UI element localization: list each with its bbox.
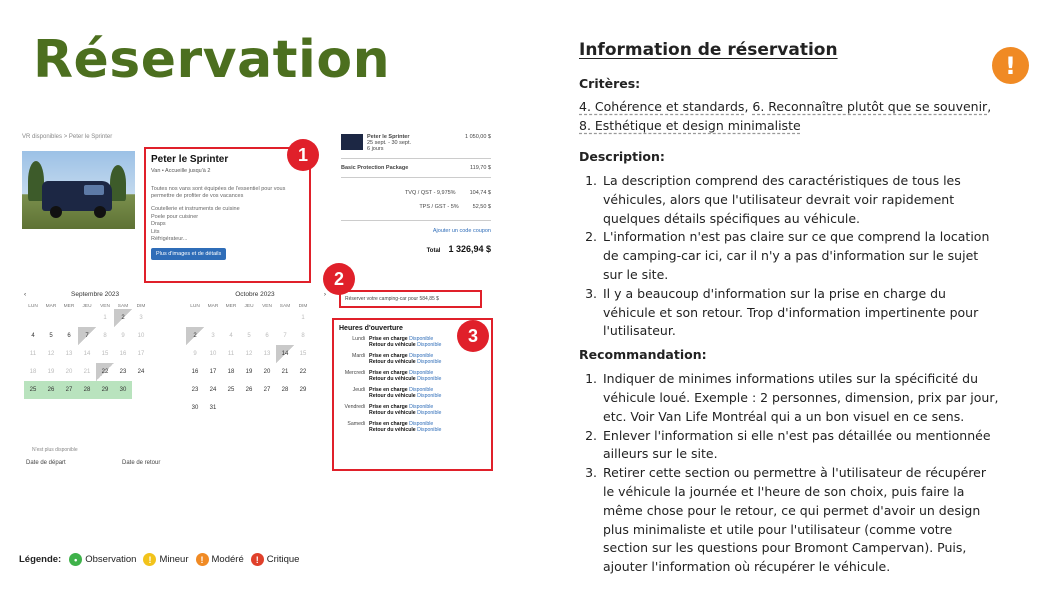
criteria-label: Critères: [579, 76, 641, 91]
return-label: Retour du véhicule [369, 427, 416, 433]
total-amount: 1 326,94 $ [448, 244, 491, 254]
status-text: Disponible [417, 427, 442, 433]
annotation-badge-1: 1 [287, 139, 319, 171]
calendar-day[interactable]: 22 [299, 369, 307, 375]
hours-row [339, 353, 486, 365]
legend-minor: Mineur [159, 554, 189, 565]
legend-observation: Observation [85, 554, 137, 565]
calendar-day[interactable]: 25 [227, 387, 235, 393]
status-text: Disponible [409, 404, 434, 410]
more-details-button[interactable]: Plus d'images et de détails [151, 248, 226, 260]
return-label: Retour du véhicule [369, 359, 416, 365]
calendar-day[interactable]: 6 [265, 333, 269, 339]
calendar-day[interactable]: 12 [47, 351, 55, 357]
summary-price: 1 050,00 $ [465, 134, 491, 140]
calendar-day[interactable]: 5 [49, 333, 53, 339]
calendar-day[interactable]: 18 [29, 369, 37, 375]
weekday-label: LUN [28, 304, 38, 309]
tvq-label: TVQ / QST - 9,975% [404, 190, 456, 196]
calendar-day[interactable]: 6 [67, 333, 71, 339]
criterion[interactable]: 4. Cohérence et standards [579, 99, 745, 114]
calendar-day[interactable]: 2 [114, 309, 132, 327]
day-grid [24, 309, 164, 399]
return-label: Retour du véhicule [369, 376, 416, 382]
status-text: Disponible [417, 376, 442, 382]
feature-item: Lits [151, 228, 160, 235]
calendar-day [60, 309, 78, 327]
calendar-day[interactable]: 11 [29, 351, 37, 357]
van-wheel [94, 206, 106, 218]
calendar-day [258, 309, 276, 327]
recommendation-label: Recommandation: [579, 347, 707, 363]
month-label: Septembre 2023 [71, 291, 120, 298]
return-label: Retour du véhicule [369, 393, 416, 399]
day-label: Samedi [347, 421, 365, 427]
hours-row [339, 404, 486, 416]
critical-icon: ! [251, 553, 264, 566]
status-text: Disponible [417, 359, 442, 365]
calendar-day[interactable]: 26 [42, 381, 60, 399]
calendar-day[interactable]: 7 [78, 327, 96, 345]
observation-icon: • [69, 553, 82, 566]
calendar-day[interactable]: 31 [209, 405, 217, 411]
criterion[interactable]: 8. Esthétique et design minimaliste [579, 118, 801, 133]
day-label: Mardi [352, 353, 365, 359]
status-text: Disponible [409, 421, 434, 427]
screenshot-panel [14, 125, 499, 473]
breadcrumb[interactable]: VR disponibles > Peter le Sprinter [22, 134, 113, 140]
calendar-day[interactable]: 15 [299, 351, 307, 357]
calendar-day [78, 309, 96, 327]
calendar-day[interactable]: 21 [281, 369, 289, 375]
calendar-day[interactable]: 4 [31, 333, 35, 339]
weekday-label: JEU [82, 304, 92, 309]
minor-icon: ! [143, 553, 156, 566]
legend [19, 553, 306, 566]
legend-critical: Critique [266, 554, 300, 565]
recommendation-item: 1. Indiquer de minimes informations utiles sur la spécificité du véhicule loué. Exemple : 2 personnes, dimension, prix par jour, etc. Voir Van Life Montréal qui a un bon visuel en ce sens. [601, 370, 999, 426]
tps-amount: 52,50 $ [472, 204, 491, 210]
calendar-day[interactable]: 24 [209, 387, 217, 393]
info-panel [579, 40, 999, 577]
info-heading: Information de réservation [579, 40, 838, 60]
summary-days: 6 jours [367, 146, 384, 152]
calendar-day[interactable]: 8 [301, 333, 305, 339]
calendar-day[interactable]: 13 [263, 351, 271, 357]
calendar-day[interactable]: 1 [301, 315, 305, 321]
package-price: 119,70 $ [469, 165, 491, 171]
calendar-day[interactable]: 17 [209, 369, 217, 375]
calendar-day [204, 309, 222, 327]
day-label: Lundi [352, 336, 365, 342]
unavailable-note: N'est plus disponible [32, 447, 78, 453]
hours-row [339, 387, 486, 399]
description-list [579, 172, 999, 341]
calendar-day[interactable]: 29 [96, 381, 114, 399]
day-label: Vendredi [344, 404, 365, 410]
calendar-day[interactable]: 1 [103, 315, 107, 321]
weekday-label: DIM [136, 304, 146, 309]
departure-date-field[interactable]: Date de départ [26, 460, 66, 466]
summary-dates: 25 sept. - 30 sept. [367, 140, 412, 146]
calendar-day[interactable]: 14 [83, 351, 91, 357]
calendar-day[interactable]: 20 [65, 369, 73, 375]
calendar-day[interactable]: 25 [24, 381, 42, 399]
recommendation-list [579, 370, 999, 577]
status-text: Disponible [409, 387, 434, 393]
calendar-day[interactable]: 8 [103, 333, 107, 339]
calendar-day[interactable]: 9 [121, 333, 125, 339]
van-window [84, 185, 104, 195]
weekday-label: MER [63, 304, 75, 309]
feature-item: Poele pour cuisiner [151, 213, 199, 220]
calendar-day[interactable]: 18 [227, 369, 235, 375]
hours-row [339, 370, 486, 382]
calendar-day [24, 309, 42, 327]
status-text: Disponible [417, 410, 442, 416]
pickup-label: Prise en charge [369, 387, 408, 393]
calendar-day[interactable]: 19 [245, 369, 253, 375]
calendar-day[interactable]: 5 [247, 333, 251, 339]
tree-shape [110, 165, 126, 201]
calendar-day[interactable]: 29 [299, 387, 307, 393]
calendar-day[interactable]: 7 [283, 333, 287, 339]
pickup-label: Prise en charge [369, 370, 408, 376]
calendar-september [24, 291, 164, 399]
calendar-day[interactable]: 28 [281, 387, 289, 393]
van-thumbnail [341, 134, 363, 150]
criteria-list: 4. Cohérence et standards, 6. Reconnaître plutôt que se souvenir, 8. Esthétique et design minimaliste [579, 99, 992, 133]
van-wheel [50, 206, 62, 218]
next-month-icon[interactable]: › [323, 291, 326, 298]
calendar-day[interactable]: 27 [263, 387, 271, 393]
month-label: Octobre 2023 [235, 291, 275, 298]
annotation-badge-3: 3 [457, 320, 489, 352]
calendar-day [240, 309, 258, 327]
calendar-day[interactable]: 9 [193, 351, 197, 357]
coupon-link[interactable]: Ajouter un code coupon [432, 228, 491, 234]
pickup-label: Prise en charge [369, 421, 408, 427]
calendar-day[interactable]: 30 [114, 381, 132, 399]
weekday-label: VEN [100, 304, 110, 309]
calendar-day[interactable]: 14 [276, 345, 294, 363]
pickup-label: Prise en charge [369, 404, 408, 410]
calendar-day[interactable]: 30 [191, 405, 199, 411]
calendar-day[interactable]: 12 [245, 351, 253, 357]
weekday-label: SAM [279, 304, 291, 309]
weekday-label: MAR [207, 304, 219, 309]
return-label: Retour du véhicule [369, 342, 416, 348]
calendar-day[interactable]: 27 [60, 381, 78, 399]
calendar-day [276, 309, 294, 327]
annotation-badge-2: 2 [323, 263, 355, 295]
calendar-day[interactable]: 11 [227, 351, 235, 357]
feature-list [151, 206, 304, 244]
van-photo[interactable] [22, 151, 135, 229]
return-date-field[interactable]: Date de retour [122, 460, 161, 466]
feature-item: Draps [151, 221, 166, 227]
calendar-day[interactable]: 15 [101, 351, 109, 357]
page-title: Réservation [33, 30, 391, 90]
criterion[interactable]: 6. Reconnaître plutôt que se souvenir [752, 99, 988, 114]
return-label: Retour du véhicule [369, 410, 416, 416]
calendar-day[interactable]: 21 [83, 369, 91, 375]
description-item: 3. Il y a beaucoup d'information sur la prise en charge du véhicule et son retour. Trop d'information impertinente pour l'utilisateur. [601, 285, 999, 341]
weekday-label: SAM [117, 304, 129, 309]
weekday-label: LUN [190, 304, 200, 309]
day-grid [186, 309, 326, 417]
day-label: Jeudi [352, 387, 365, 393]
prev-month-icon[interactable]: ‹ [24, 291, 27, 298]
calendar-day [42, 309, 60, 327]
status-text: Disponible [409, 336, 434, 342]
status-text: Disponible [409, 370, 434, 376]
calendar-day[interactable]: 13 [65, 351, 73, 357]
status-text: Disponible [417, 342, 442, 348]
hours-row [339, 421, 486, 433]
total-label: Total [426, 248, 441, 254]
weekday-label: DIM [298, 304, 308, 309]
description-label: Description: [579, 149, 665, 164]
tps-label: TPS / GST - 5% [419, 204, 459, 210]
feature-item: Coutellerie et instruments de cuisine [151, 206, 240, 212]
calendar-day[interactable]: 3 [139, 315, 143, 321]
calendar-day[interactable]: 17 [137, 351, 145, 357]
booking-summary [341, 130, 491, 254]
legend-moderate: Modéré [211, 554, 244, 565]
feature-item: Réfrigérateur... [151, 236, 188, 242]
calendar-day [186, 309, 204, 327]
calendar-day[interactable]: 10 [209, 351, 217, 357]
calendar-day[interactable]: 20 [263, 369, 271, 375]
calendar-day[interactable]: 19 [47, 369, 55, 375]
hours-title: Heures d'ouverture [339, 325, 403, 332]
calendar-day [222, 309, 240, 327]
calendar-day[interactable]: 22 [96, 363, 114, 381]
recommendation-item: 2. Enlever l'information si elle n'est pas détaillée ou mentionnée ailleurs sur le site. [601, 427, 999, 465]
description-item: 2. L'information n'est pas claire sur ce que comprend la location de camping-car ici, car il n'y a pas d'information sur le sujet sur le site. [601, 228, 999, 284]
product-name: Peter le Sprinter [151, 154, 229, 165]
moderate-severity-icon: ! [992, 47, 1029, 84]
calendar-day[interactable]: 16 [191, 369, 199, 375]
status-text: Disponible [417, 393, 442, 399]
weekday-label: MAR [45, 304, 57, 309]
calendar-day [132, 381, 150, 399]
status-text: Disponible [409, 353, 434, 359]
moderate-icon: ! [196, 553, 209, 566]
calendar-october [186, 291, 326, 417]
summary-item-name: Peter le Sprinter [367, 134, 410, 140]
calendar-day[interactable]: 28 [78, 381, 96, 399]
day-label: Mercredi [344, 370, 365, 376]
weekday-label: JEU [244, 304, 254, 309]
weekday-label: MER [225, 304, 237, 309]
calendar-day[interactable]: 23 [191, 387, 199, 393]
calendar-day[interactable]: 4 [229, 333, 233, 339]
calendar-day[interactable]: 3 [211, 333, 215, 339]
weekday-label: VEN [262, 304, 272, 309]
reserve-button[interactable]: Réserver votre camping-car pour 584,85 $ [339, 290, 482, 308]
product-info-highlight [144, 147, 311, 283]
calendar-day[interactable]: 2 [186, 327, 204, 345]
product-description: Toutes nos vans sont équipées de l'essentiel pour vous permettre de profiter de vos vacances [151, 186, 286, 199]
calendar-day[interactable]: 24 [137, 369, 145, 375]
pickup-label: Prise en charge [369, 353, 408, 359]
calendar-day[interactable]: 26 [245, 387, 253, 393]
description-item: 1. La description comprend des caractéristiques de tous les véhicules, alors que l'utilisateur devrait voir rapidement quelques détails spécifiques au véhicule. [601, 172, 999, 228]
tvq-amount: 104,74 $ [469, 190, 491, 196]
package-label: Basic Protection Package [341, 165, 409, 171]
recommendation-item: 3. Retirer cette section ou permettre à l'utilisateur de récupérer le véhicule la journée et l'heure de son choix, puis faire la même chose pour le retour, ce qui permet d'avoir un design plus minimaliste et utile pour l'utilisateur (comme votre section sur les questions pour Bromont Campervan). Puis, ajouter l'information où récupérer le véhicule. [601, 464, 999, 577]
product-subtitle: Van • Accueille jusqu'à 2 [151, 168, 211, 174]
calendar-day[interactable]: 10 [137, 333, 145, 339]
pickup-label: Prise en charge [369, 336, 408, 342]
legend-label: Légende: [19, 554, 62, 565]
calendar-day[interactable]: 16 [119, 351, 127, 357]
calendar-day[interactable]: 23 [119, 369, 127, 375]
